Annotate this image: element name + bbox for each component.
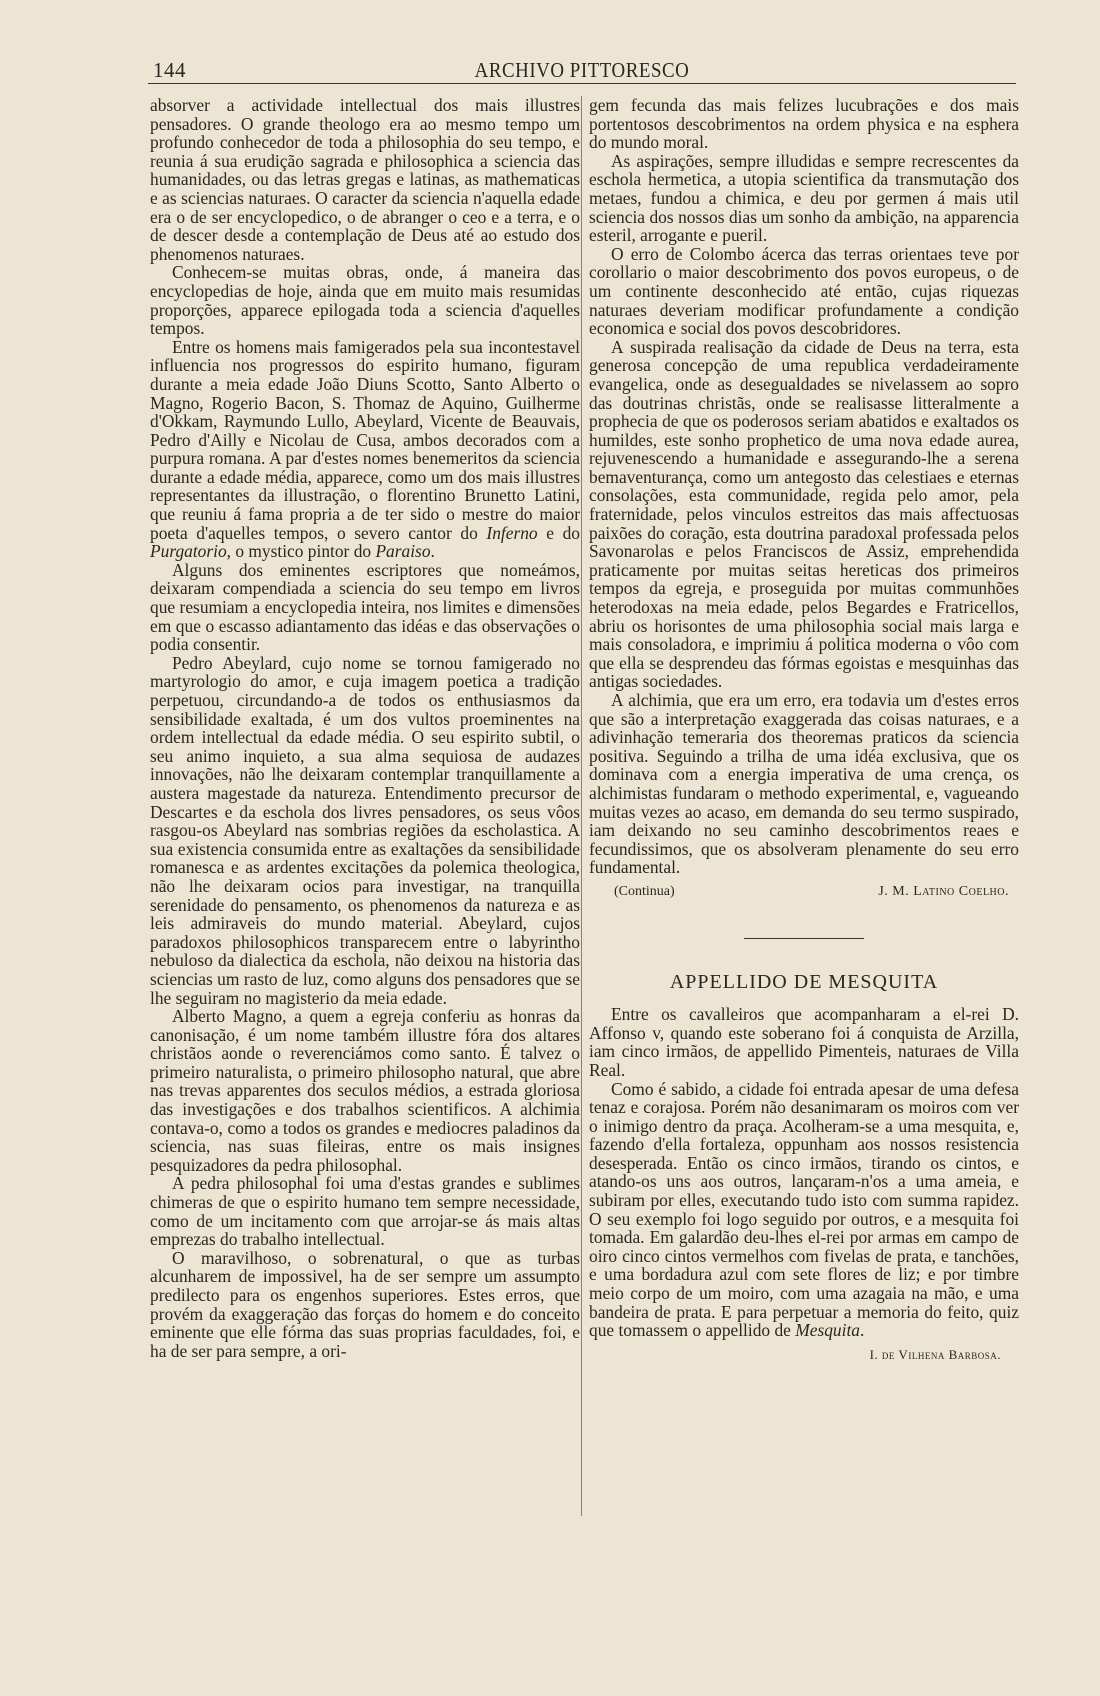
paragraph: O erro de Colombo ácerca das terras orientaes teve por corollario o maior descobrimento dos povos europeus, o de um continente desconhecido até então, cujas riquezas naturaes deveriam modificar profundamente a condição economica e social dos povos descobridores. bbox=[589, 243, 1019, 339]
paragraph: As aspirações, sempre illudidas e sempre recrescentes da eschola hermetica, a utopia scientifica da transmutação dos metaes, fundou a chimica, e deu por germen á mais util sciencia dos nossos dias um sonho da ambição, na apparencia esteril, arrogante e pueril. bbox=[589, 150, 1019, 246]
paragraph: Alberto Magno, a quem a egreja conferiu as honras da canonisação, é um nome também illustre fóra dos altares christãos aonde o reverenciámos como santo. É talvez o primeiro naturalista, o primeiro philosopho natural, que abre nas trevas apparentes dos seculos médios, a estrada gloriosa das investigações e dos trabalhos scientificos. A alchimia contava-o, como a todos os grandes e mediocres paladinos da sciencia, nas suas fileiras, entre os mais insignes pesquizadores da pedra philosophal. bbox=[150, 1006, 580, 1175]
paragraph-text: Entre os homens mais famigerados pela sua incontestavel influencia nos progressos do espirito humano, figuram durante a meia edade João Diuns Scotto, Santo Alberto o Magno, Rogerio Bacon, S. Thomaz de Aquino, Guilherme d'Okkam, Raymundo Lullo, Abeylard, Vicente de Beauvais, Pedro d'Ailly e Nicolau de Cusa, ambos decorados com a purpura romana. A par d'estes nomes benemeritos da sciencia durante a edade média, apparece, como um dos mais illustres representantes da illustração, o florentino Brunetto Latini, que reuniu á fama propria a de ter sido o mestre do maior poeta d'aquelles tempos, o severo cantor do bbox=[150, 336, 580, 543]
left-column bbox=[150, 96, 580, 1360]
paragraph-text: e do bbox=[537, 522, 580, 543]
running-title: ARCHIVO PITTORESCO bbox=[474, 58, 690, 82]
page-header bbox=[148, 58, 1016, 84]
paragraph: A alchimia, que era um erro, era todavia um d'estes erros que são a interpretação exaggerada das coisas naturaes, e a adivinhação temeraria dos theoremas praticos da sciencia positiva. Seguindo a trilha de uma idéa exclusiva, que os dominava com a energia imperativa de uma crença, os alchimistas fundaram o methodo experimental, e, vagueando muitas vezes ao acaso, em demanda do seu termo suspirado, iam deixando no seu caminho descobrimentos reaes e fecundissimos, que os absolveram plenamente do seu erro fundamental. bbox=[589, 690, 1019, 878]
italic-title-paraiso: Paraiso bbox=[375, 541, 431, 562]
paragraph: Alguns dos eminentes escriptores que nomeámos, deixaram compendiada a sciencia do seu tempo em livros que resumiam a encyclopedia inteira, nos limites e dimensões em que o escasso adiantamento das idéas e das observações o podia consentir. bbox=[150, 559, 580, 655]
continua-note: (Continua) bbox=[614, 883, 675, 899]
header-rule bbox=[148, 83, 1016, 84]
author-name: J. M. Latino Coelho. bbox=[878, 883, 1009, 899]
column-divider bbox=[581, 96, 582, 1516]
paragraph: O maravilhoso, o sobrenatural, o que as turbas alcunharem de impossivel, ha de ser sempre um assumpto predilecto para os engenhos superiores. Estes erros, que provém da exaggeração das forças do homem e do conceito eminente que elle fórma das suas proprias faculdades, foi, e ha de ser para sempre, a ori- bbox=[150, 1247, 580, 1361]
paragraph: gem fecunda das mais felizes lucubrações e dos mais portentosos descobrimentos na ordem physica e na esphera do mundo moral. bbox=[589, 95, 1019, 153]
paragraph bbox=[150, 338, 580, 561]
paragraph bbox=[589, 1080, 1019, 1340]
paragraph-text: Como é sabido, a cidade foi entrada apesar de uma defesa tenaz e corajosa. Porém não desanimaram os moiros com ver o inimigo dentro da praça. Acolheram-se a uma mesquita, e, fazendo d'ella fortaleza, oppunham aos nossos resistencia desesperada. Então os cinco irmãos, tirando os cintos, e atando-os uns aos outros, lançaram-n'os a uma ameia, e subiram por elles, executando tudo isto com summa rapidez. O seu exemplo foi logo seguido por outros, e a mesquita foi tomada. Em galardão deu-lhes el-rei por armas em campo de oiro cinco cintos vermelhos com fivelas de prata, e tanchões, e uma bordadura azul com sete flores de liz; e por timbre meio corpo de um moiro, com uma azagaia na mão, e uma bandeira de prata. E para perpetuar a memoria do feito, quiz que tomassem o appellido de bbox=[589, 1078, 1019, 1341]
section-title: APPELLIDO DE MESQUITA bbox=[669, 970, 939, 993]
paragraph: Pedro Abeylard, cujo nome se tornou famigerado no martyrologio do amor, e cuja imagem poetica a tradição perpetuou, circundando-a de todos os enthusiasmos da sensibilidade exaltada, é um dos vultos proeminentes na ordem intellectual da edade média. O seu espirito subtil, o seu animo inquieto, a sua alma sequiosa de audazes innovações, não lhe deixaram contemplar tranquillamente a austera magestade da natureza. Entendimento precursor de Descartes e da eschola dos livres pensadores, os seus vôos rasgou-os Abeylard nas sombrias regiões da escholastica. A sua existencia consumida entre as exaltações da sensibilidade romanesca e as ardentes excitações da polemica theologica, não lhe deixaram ocios para investigar, na tranquilla serenidade do pensamento, os phenomenos da natureza e as leis admiraveis do mundo material. Abeylard, cujos paradoxos philosophicos transparecem entre o labyrintho nebuloso da dialectica da eschola, não deixou na historia das sciencias um rasto de luz, como alguns dos pensadores que se lhe seguiram no magisterio da meia edade. bbox=[150, 652, 580, 1008]
article-signature bbox=[589, 883, 1019, 902]
paragraph-text: . bbox=[430, 541, 435, 562]
italic-title-purgatorio: Purgatorio bbox=[150, 541, 227, 562]
paragraph-text: . bbox=[859, 1320, 865, 1341]
paragraph: Entre os cavalleiros que acompanharam a el-rei D. Affonso v, quando este soberano foi á conquista de Arzilla, iam cinco irmãos, de appellido Pimenteis, naturaes de Villa Real. bbox=[589, 1004, 1019, 1080]
section-author: I. de Vilhena Barbosa. bbox=[869, 1346, 1001, 1362]
right-column bbox=[589, 96, 1019, 1364]
paragraph: Conhecem-se muitas obras, onde, á maneira das encyclopedias de hoje, ainda que em muito mais resumidas proporções, apparece epilogada toda a sciencia d'aquelles tempos. bbox=[150, 262, 580, 339]
paragraph: A pedra philosophal foi uma d'estas grandes e sublimes chimeras de que o espirito humano tem sempre necessidade, como de um incitamento com que arrojar-se ás mais altas emprezas do trabalho intellectual. bbox=[150, 1173, 580, 1250]
page-number: 144 bbox=[153, 58, 186, 82]
italic-title-inferno: Inferno bbox=[486, 522, 538, 543]
paragraph-text: , o mystico pintor do bbox=[226, 541, 376, 562]
paragraph: A suspirada realisação da cidade de Deus na terra, esta generosa concepção de uma republica verdadeiramente evangelica, onde as desegualdades se nivelassem ao sopro das doutrinas christãs, onde se realisasse litteralmente a prophecia de que os poderosos seriam abatidos e exaltados os humildes, este sonho prophetico de uma nova edade aurea, rejuvenescendo a humanidade e assegurando-lhe a serena bemaventurança, como um antegosto das celestiaes e eternas consolações, esta communidade, regida pelo amor, pela fraternidade, pelos vinculos estreitos das mais affectuosas paixões do coração, esta doutrina paradoxal professada pelos Savonarolas e pelos Franciscos de Assiz, emprehendida praticamente por muitas seitas hereticas dos primeiros tempos da egreja, e proseguida por muitas communhões heterodoxas na meia edade, pelos Begardes e Fratricellos, abriu os horisontes de uma philosophia social mais larga e mais consoladora, e imprimiu á politica moderna o vôo com que ella se desprendeu das fórmas egoistas e mesquinhas das antigas sociedades. bbox=[589, 336, 1019, 692]
italic-word-mesquita: Mesquita bbox=[795, 1320, 860, 1341]
paragraph: absorver a actividade intellectual dos mais illustres pensadores. O grande theologo era ao mesmo tempo um profundo conhecedor de toda a philosophia do seu tempo, e reunia á sua erudição sagrada e philosophica a sciencia das humanidades, ou das letras gregas e latinas, as mathematicas e as sciencias naturaes. O caracter da sciencia n'aquella edade era o de ser encyclopedico, o de abranger o ceo e a terra, e o de descer desde a contemplação de Deus até ao estudo dos phenomenos naturaes. bbox=[150, 95, 580, 264]
section-separator bbox=[744, 938, 864, 939]
